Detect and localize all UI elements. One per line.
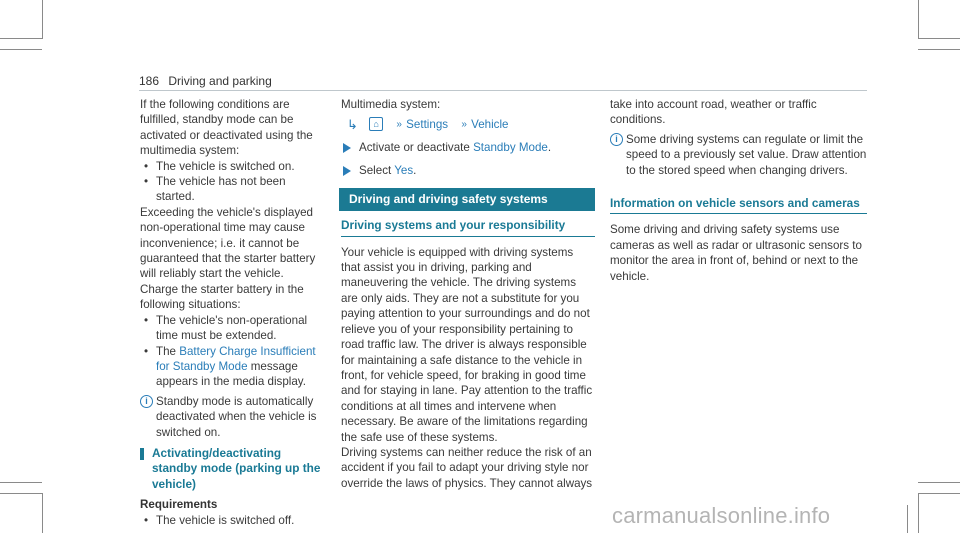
crop-mark — [0, 482, 42, 483]
action-arrow-icon — [343, 166, 351, 176]
column-1 — [140, 97, 322, 528]
info-note — [140, 394, 322, 440]
body-text: take into account road, weather or traffic conditions. — [610, 98, 817, 127]
condition-item: • The vehicle is switched on. — [140, 159, 322, 174]
subheading: Information on vehicle sensors and cameras — [610, 196, 867, 214]
crop-mark — [918, 38, 960, 39]
display-message: Battery Charge Insufficient for Standby Mode — [156, 344, 316, 373]
situation-text: The — [156, 344, 176, 358]
crop-mark — [0, 38, 42, 39]
action-arrow-icon — [343, 143, 351, 153]
column-2 — [341, 97, 595, 491]
step-text: Select — [359, 164, 392, 178]
column-3 — [610, 97, 867, 284]
separator-icon: » — [461, 118, 464, 130]
requirements-title: Requirements — [140, 498, 218, 512]
step-text: . — [413, 164, 417, 178]
menu-path — [341, 116, 595, 132]
crop-mark — [42, 493, 43, 533]
step-text: . — [547, 141, 552, 155]
info-text: Some driving systems can regulate or limit the speed to a previously set value. Draw attention to the stored speed when changing drivers. — [626, 132, 867, 177]
separator-icon: » — [396, 118, 399, 130]
crop-mark — [918, 49, 960, 50]
situation-item — [140, 344, 322, 390]
header-divider — [139, 90, 867, 91]
body-text: Your vehicle is equipped with driving systems that assist you in driving, parking and maneuvering the vehicle. The driving systems are only aids. They are not a substitute for you paying attention to your surroundings and do not relieve you of your responsibility pertaining to road traffic law. The driver is always responsible for maintaining a safe distance to the vehicle in front, for vehicle speed, for braking in good time and for staying in lane. Pay attention to the traffic conditions at all times and intervene when necessary. Be aware of the limitations regarding the safe use of these systems. — [341, 245, 593, 444]
intro-text: If the following conditions are fulfilled, standby mode can be activated or deactivated using the multimedia system: — [140, 98, 313, 158]
standby-mode-label: Standby Mode — [473, 141, 548, 155]
crop-mark — [918, 493, 960, 494]
crop-mark — [0, 493, 42, 494]
body-text: Driving systems can neither reduce the risk of an accident if you fail to adapt your driving style nor override the laws of physics. They cannot always — [341, 445, 593, 490]
crop-mark — [907, 505, 908, 533]
situation-item: • The vehicle's non-operational time must be extended. — [140, 313, 322, 344]
step-item — [341, 163, 595, 178]
section-title: Activating/deactivating standby mode (parking up the vehicle) — [140, 446, 322, 492]
crop-mark — [918, 0, 919, 39]
step-item — [341, 140, 595, 155]
info-text: Standby mode is automatically deactivated when the vehicle is switched on. — [156, 394, 317, 439]
menu-settings: Settings — [406, 117, 449, 131]
subheading: Driving systems and your responsibility — [341, 218, 595, 236]
exceeding-text: Exceeding the vehicle's displayed non-operational time may cause inconvenience; i.e. it cannot be guaranteed that the starter battery will reliably start the vehicle. — [140, 205, 316, 281]
crop-mark — [42, 0, 43, 39]
watermark: carmanualsonline.info — [612, 503, 831, 528]
chapter-title: Driving and parking — [168, 74, 272, 88]
crop-mark — [0, 49, 42, 50]
info-note — [610, 132, 867, 178]
page-header — [139, 74, 272, 88]
charge-text: Charge the starter battery in the following situations: — [140, 282, 304, 312]
section-banner: Driving and driving safety systems — [339, 188, 595, 211]
info-icon: i — [140, 395, 153, 408]
info-icon: i — [610, 133, 623, 146]
crop-mark — [918, 482, 960, 483]
menu-arrow-icon: ↳ — [347, 116, 358, 132]
multimedia-label: Multimedia system: — [341, 98, 441, 111]
yes-label: Yes — [394, 164, 414, 178]
condition-item: • The vehicle has not been started. — [140, 174, 322, 205]
home-icon: ⌂ — [369, 117, 383, 131]
situation-text: message appears in the media display. — [156, 359, 306, 389]
crop-mark — [918, 493, 919, 533]
requirement-item: • The vehicle is switched off. — [140, 513, 322, 528]
menu-vehicle: Vehicle — [471, 117, 509, 131]
page-number: 186 — [139, 74, 160, 88]
step-text: Activate or deactivate — [359, 141, 470, 155]
body-text: Some driving and driving safety systems use cameras as well as radar or ultrasonic sensors to monitor the area in front of, behind or next to the vehicle. — [610, 223, 862, 283]
